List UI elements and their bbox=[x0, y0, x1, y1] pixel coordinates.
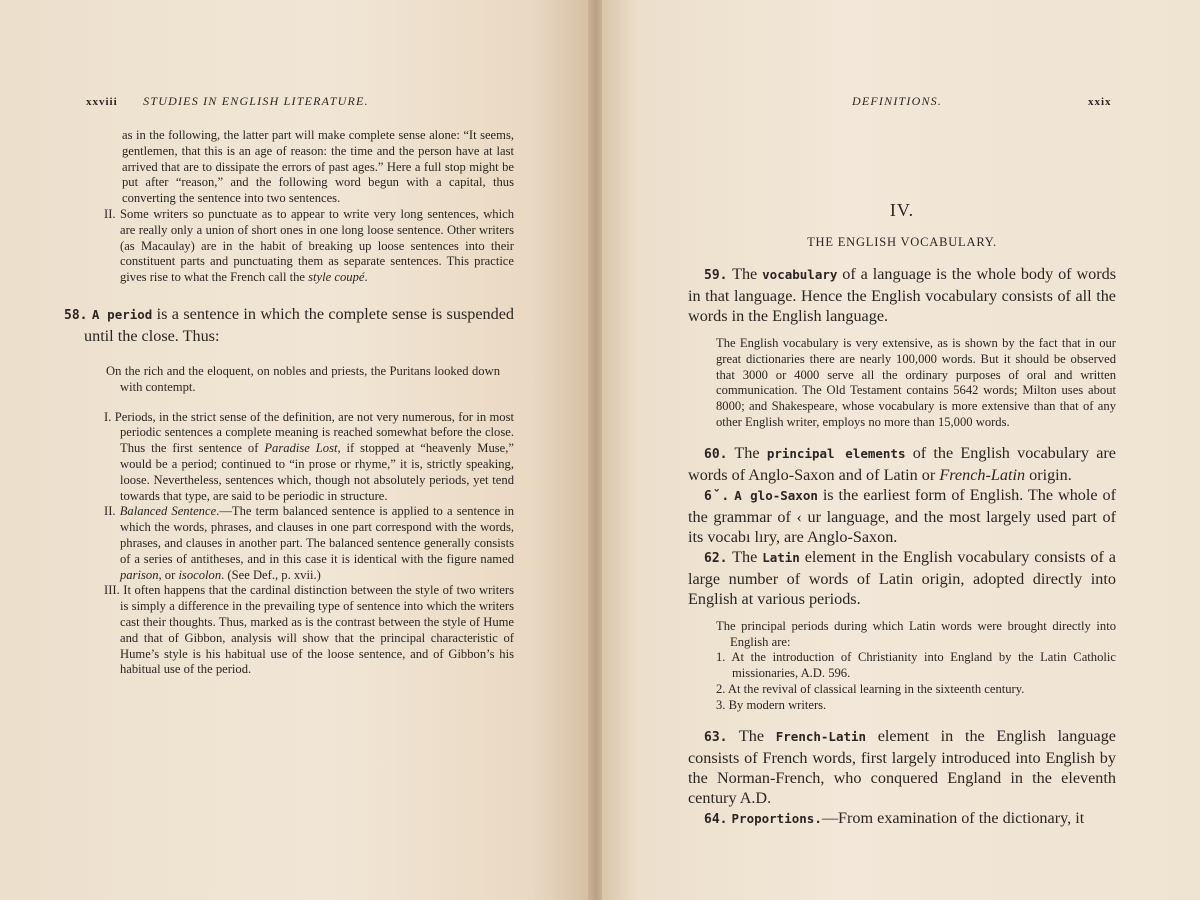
paragraph-64 bbox=[688, 808, 1116, 830]
paragraph-59 bbox=[688, 264, 1116, 326]
note-ii-italic: style coupé bbox=[308, 270, 365, 285]
para-60-text-1: of the English vocabulary are words of Anglo-Saxon and of Latin or bbox=[688, 443, 1116, 484]
para-59-key: vocabulary bbox=[762, 267, 838, 282]
left-running-head bbox=[86, 94, 369, 109]
continued-paragraph: as in the following, the latter part will make complete sense alone: “It seems, gentlemen, that this is an age of reason: the time and the person have at last arrived that are to dissipate the errors of past ages.” Here a full stop might be put after “reason,” and the following word begun with a capital, thus converting the sentence into two sentences. bbox=[122, 128, 514, 206]
note-62-item-2-number: 2. bbox=[716, 681, 726, 696]
para-58-text: is a sentence in which the complete sense is suspended until the close. Thus: bbox=[84, 304, 514, 345]
note-iii-number: III. bbox=[104, 583, 120, 598]
note-62-item-3-text: By modern writers. bbox=[728, 697, 827, 712]
right-text-block bbox=[688, 200, 1116, 830]
note-ii-b-text-1: .—The term balanced sentence is applied to a sentence in which the words, phrases, and clauses in one part correspond with the words, phrases, and clauses in another part. The balanced sentence generally consists of a series of antitheses, and in this case it is identical with the figure named bbox=[120, 504, 514, 566]
note-59: The English vocabulary is very extensive, as is shown by the fact that in our great dictionaries there are nearly 100,000 words. But it should be observed that 3000 or 4000 serve all the ordinary purposes of oral and written communication. The Old Testament contains 5642 words; Milton uses about 8000; and Shakespeare, whose vocabulary is more extensive than that of any other English writer, employs no more than 15,000 words. bbox=[716, 336, 1116, 429]
para-61-text: is the earliest form of English. The whole of the grammar of ‹ ur language, and the most largely used part of its vocabı lıry, are Anglo-Saxon. bbox=[688, 485, 1116, 546]
note-ii bbox=[104, 207, 514, 286]
para-62-pre: The bbox=[732, 547, 758, 566]
note-ii-b-text-2: , or bbox=[158, 567, 179, 582]
note-i bbox=[104, 410, 514, 505]
para-60-key: principal elements bbox=[766, 445, 906, 461]
note-ii-balanced bbox=[104, 504, 514, 583]
para-61-key: A glo-Saxon bbox=[734, 487, 818, 503]
para-60-text-2: origin. bbox=[1025, 465, 1072, 484]
right-running-head bbox=[852, 94, 942, 109]
para-59-text: of a language is the whole body of words in that language. Hence the English vocabulary consists of all the words in the English language. bbox=[688, 265, 1117, 325]
note-iii bbox=[104, 583, 514, 678]
note-ii-b-italic-1: Balanced Sentence bbox=[119, 504, 217, 519]
para-64-text: —From examination of the dictionary, it bbox=[821, 808, 1085, 827]
para-64-number: 64. bbox=[704, 811, 728, 827]
para-58-number: 58. bbox=[64, 307, 88, 323]
para-64-key: Proportions. bbox=[731, 810, 822, 826]
paragraph-58 bbox=[64, 304, 514, 346]
para-58-key: A period bbox=[91, 306, 153, 322]
note-62-item-1-number: 1. bbox=[716, 650, 726, 665]
note-62-item-3-number: 3. bbox=[716, 697, 726, 712]
example-sentence: On the rich and the eloquent, on nobles and priests, the Puritans looked down with contempt. bbox=[106, 363, 500, 394]
para-63-pre: The bbox=[738, 726, 765, 745]
para-60-number: 60. bbox=[704, 446, 728, 462]
right-folio: xxix bbox=[1088, 96, 1112, 108]
note-62-item bbox=[716, 650, 1116, 682]
note-62-item-1-text: At the introduction of Christianity into England by the Latin Catholic missionaries, A.D. 596. bbox=[731, 650, 1116, 681]
note-i-text-2: , if stopped at “heavenly Muse,” would be a period; continued to “in prose or rhyme,” it is, strictly speaking, loose. Nevertheless, sentences which, though not absolutely periods, yet tend towards that type, are said to be periodic in structure. bbox=[120, 441, 514, 503]
note-ii-b-italic-2: parison bbox=[120, 567, 159, 582]
para-63-text: element in the English language consists of French words, first largely introduced into English by the Norman-French, who conquered England in the eleventh century A.D. bbox=[688, 726, 1116, 807]
section-title: THE ENGLISH VOCABULARY. bbox=[807, 235, 997, 249]
paragraph-60 bbox=[688, 443, 1116, 485]
paragraph-61 bbox=[688, 485, 1116, 547]
note-i-text-1: Periods, in the strict sense of the definition, are not very numerous, for in most periodic sentences a complete meaning is reached somewhat before the close. Thus the first sentence of bbox=[114, 409, 514, 456]
note-iii-text: It often happens that the cardinal distinction between the style of two writers is simply a difference in the prevailing type of sentence into which the writers cast their thoughts. Thus, marked as is the contrast between the style of Hume and that of Gibbon, analysis will show that the principal characteristic of Hume’s style is his habitual use of the loose sentence, and of Gibbon’s his habitual use of the period. bbox=[120, 583, 514, 677]
para-59-pre: The bbox=[732, 265, 758, 283]
para-62-number: 62. bbox=[704, 550, 728, 566]
left-text-block bbox=[64, 128, 514, 678]
para-60-italic: French-Latin bbox=[939, 465, 1026, 484]
note-62-item-2-text: At the revival of classical learning in the sixteenth century. bbox=[727, 681, 1025, 696]
para-63-number: 63. bbox=[704, 729, 728, 745]
right-folio-wrap bbox=[1088, 94, 1112, 109]
left-running-title: STUDIES IN ENGLISH LITERATURE. bbox=[143, 94, 369, 108]
note-i-number: I. bbox=[104, 409, 112, 424]
paragraph-63 bbox=[688, 726, 1116, 808]
section-number: IV. bbox=[889, 200, 915, 220]
left-page bbox=[0, 0, 590, 900]
para-63-key: French-Latin bbox=[775, 728, 867, 744]
note-ii-b-italic-3: isocolon bbox=[178, 567, 222, 582]
paragraph-62 bbox=[688, 547, 1116, 609]
note-62-item bbox=[716, 698, 1116, 714]
note-ii-text: Some writers so punctuate as to appear to write very long sentences, which are really only a union of short ones in one long loose sentence. Other writers (as Macaulay) are in the habit of breaking up loose sentences into their constituent parts and punctuating them as separate sentences. This practice gives rise to what the French call the bbox=[120, 206, 514, 285]
left-folio: xxviii bbox=[86, 96, 118, 108]
right-page bbox=[602, 0, 1200, 900]
para-62-key: Latin bbox=[762, 549, 800, 565]
right-running-title: DEFINITIONS. bbox=[852, 94, 943, 108]
note-62 bbox=[688, 619, 1116, 714]
note-ii-number: II. bbox=[104, 206, 116, 221]
note-i-italic: Paradise Lost bbox=[264, 441, 338, 456]
para-59-number: 59. bbox=[704, 268, 728, 283]
para-61-number: 6ˇ. bbox=[704, 488, 730, 504]
note-ii-b-text-3: . (See Def., p. xvii.) bbox=[221, 567, 321, 582]
note-62-intro: The principal periods during which Latin words were brought directly into English are: bbox=[716, 618, 1116, 649]
note-62-item bbox=[716, 682, 1116, 698]
note-ii-b-number: II. bbox=[104, 504, 116, 519]
para-60-pre: The bbox=[734, 443, 760, 462]
note-ii-end: . bbox=[364, 270, 368, 285]
para-62-text: element in the English vocabulary consists of a large number of words of Latin origin, adopted directly into English at various periods. bbox=[688, 547, 1116, 608]
